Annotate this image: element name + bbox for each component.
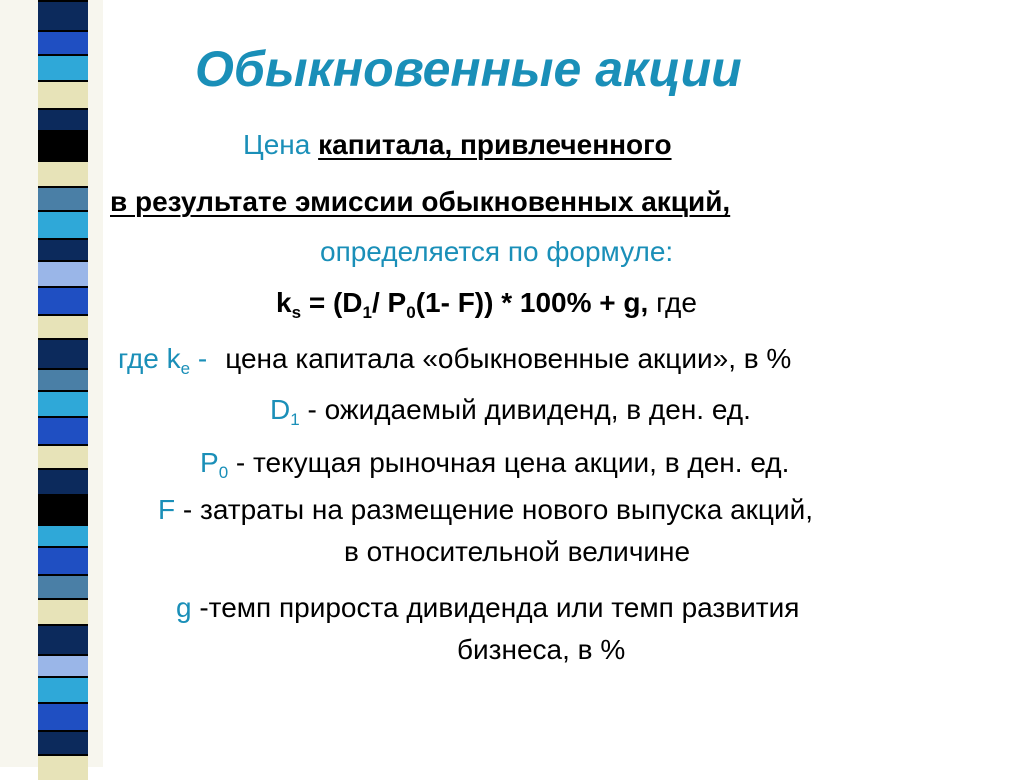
stripe-block	[38, 314, 88, 338]
stripe-block	[38, 80, 88, 108]
stripe-block	[38, 702, 88, 730]
stripe-block	[38, 390, 88, 416]
stripe-block	[38, 416, 88, 444]
formula-k: k	[276, 287, 292, 318]
stripe-block	[38, 524, 88, 546]
stripe-block	[38, 260, 88, 286]
formula-eq-open: = (D	[301, 287, 363, 318]
intro-lead: Цена	[243, 129, 311, 160]
stripe-block	[38, 574, 88, 598]
def-p0-sub: 0	[218, 463, 229, 482]
stripe-block	[38, 186, 88, 210]
def-g-sym: g	[176, 592, 192, 623]
def-f	[158, 496, 813, 524]
slide-title: Обыкновенные акции	[195, 41, 742, 97]
def-ke-dash: -	[190, 343, 208, 374]
stripe-block	[38, 338, 88, 368]
def-g	[176, 594, 799, 622]
decorative-stripe	[0, 0, 103, 767]
stripe-block	[38, 238, 88, 260]
stripe-block	[38, 368, 88, 390]
def-ke	[118, 343, 792, 378]
def-ke-prefix: где k	[118, 343, 181, 374]
def-p0-sym: P	[200, 447, 219, 478]
formula-d-sub: 1	[362, 303, 372, 322]
formula-k-sub: s	[291, 303, 302, 322]
def-f-line-2: в относительной величине	[344, 536, 691, 567]
stripe-column	[38, 0, 88, 767]
stripe-block	[38, 0, 88, 30]
stripe-block	[38, 30, 88, 54]
stripe-block	[38, 130, 88, 160]
stripe-block	[38, 444, 88, 468]
def-g-line-2: бизнеса, в %	[457, 634, 626, 665]
formula-p-sub: 0	[406, 303, 416, 322]
def-p0	[200, 447, 790, 482]
def-g-text: -темп прироста дивиденда или темп развития	[191, 592, 800, 623]
stripe-block	[38, 624, 88, 654]
def-d1-sub: 1	[290, 410, 300, 429]
stripe-block	[38, 108, 88, 130]
stripe-block	[38, 676, 88, 702]
stripe-block	[38, 754, 88, 780]
stripe-block	[38, 598, 88, 624]
formula-suffix: где	[648, 287, 697, 318]
stripe-block	[38, 654, 88, 676]
stripe-block	[38, 286, 88, 314]
intro-line-1	[243, 131, 672, 159]
def-ke-text: цена капитала «обыкновенные акции», в %	[225, 343, 792, 374]
def-d1-text: - ожидаемый дивиденд, в ден. ед.	[299, 394, 751, 425]
formula-mid: / P	[371, 287, 407, 318]
stripe-block	[38, 54, 88, 80]
def-ke-sub: e	[180, 359, 191, 378]
def-f-text: - затраты на размещение нового выпуска акций,	[175, 494, 814, 525]
stripe-block	[38, 730, 88, 754]
stripe-block	[38, 546, 88, 574]
stripe-block	[38, 494, 88, 524]
intro-bold-1: капитала, привлеченного	[318, 129, 672, 160]
stripe-block	[38, 468, 88, 494]
intro-line-3: определяется по формуле:	[320, 236, 674, 267]
formula	[276, 287, 697, 322]
stripe-block	[38, 210, 88, 238]
def-d1-sym: D	[270, 394, 291, 425]
intro-line-2: в результате эмиссии обыкновенных акций,	[110, 186, 731, 217]
formula-tail: (1- F)) * 100% + g,	[415, 287, 649, 318]
def-d1	[270, 394, 751, 429]
def-p0-text: - текущая рыночная цена акции, в ден. ед.	[228, 447, 790, 478]
stripe-block	[38, 160, 88, 186]
def-f-sym: F	[158, 494, 176, 525]
